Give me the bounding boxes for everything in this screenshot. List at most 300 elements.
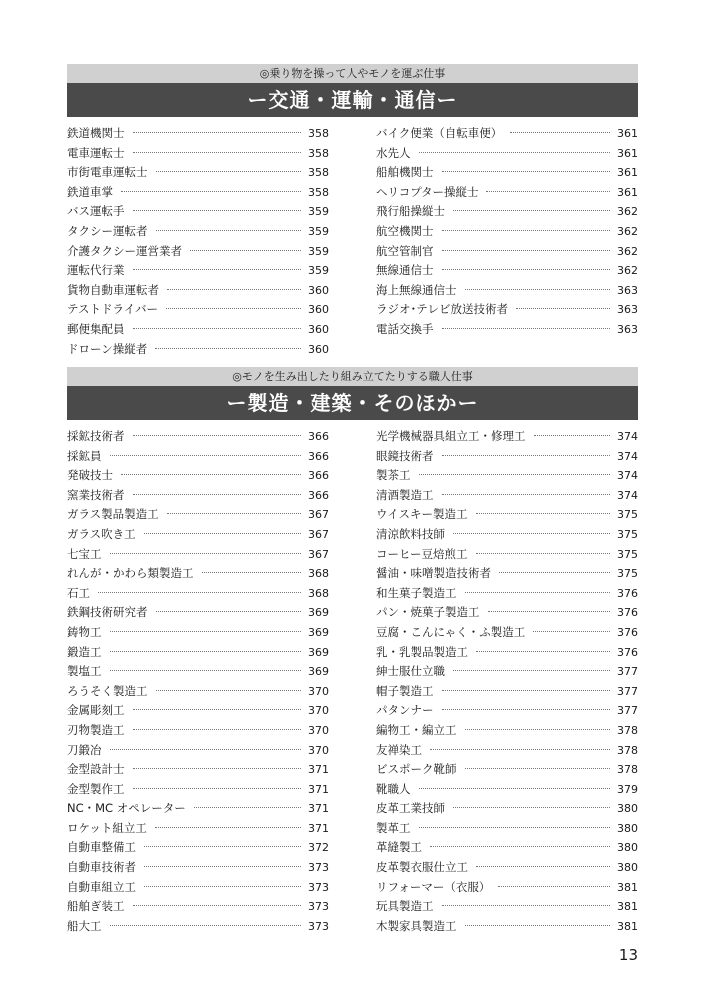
dot-leader <box>156 689 302 691</box>
toc-entry-title: ガラス製品製造工 <box>67 507 159 522</box>
dot-leader <box>476 512 610 514</box>
toc-entry <box>376 603 638 623</box>
toc-entry-page: 370 <box>308 684 329 698</box>
dot-leader <box>430 748 610 750</box>
toc-entry <box>376 242 638 262</box>
toc-entry-title: 発破技士 <box>67 468 113 483</box>
toc-entry-title: バイク便業（自転車便） <box>376 126 503 140</box>
toc-entry-title: 航空管制官 <box>376 243 434 258</box>
toc-entry-title: 自動車技術者 <box>67 860 136 875</box>
toc-entry-title: 玩具製造工 <box>376 899 434 914</box>
toc-entry <box>376 760 638 780</box>
toc-entry-title: 製塩工 <box>67 664 102 679</box>
toc-entry-title: リフォーマー（衣服） <box>376 879 491 894</box>
toc-entry-page: 371 <box>308 802 329 816</box>
dot-leader <box>194 806 301 808</box>
dot-leader <box>133 209 302 211</box>
toc-entry-page: 375 <box>617 547 638 561</box>
toc-entry <box>67 662 329 682</box>
dot-leader <box>442 689 611 691</box>
dot-leader <box>419 473 611 475</box>
dot-leader <box>156 610 302 612</box>
toc-entry-title: 製茶工 <box>376 468 411 483</box>
toc-entry-title: 刀鍛冶 <box>67 742 102 757</box>
toc-entry-title: バス運転手 <box>67 204 125 219</box>
page-number: 13 <box>618 946 638 964</box>
dot-leader <box>465 728 611 730</box>
dot-leader <box>190 249 301 251</box>
dot-leader <box>533 630 610 632</box>
section-title: ー製造・建築・そのほかー <box>67 386 638 420</box>
toc-entry-page: 376 <box>617 606 638 620</box>
toc-entry-page: 374 <box>617 488 638 502</box>
toc-entry-title: 鉄道車掌 <box>67 184 113 199</box>
toc-entry <box>67 799 329 819</box>
toc-entry <box>67 545 329 565</box>
toc-entry-title: ラジオ･テレビ放送技術者 <box>376 302 509 317</box>
toc-entry-title: パタンナー <box>376 703 434 718</box>
toc-entry-title: 編物工・編立工 <box>376 722 457 737</box>
toc-entry-page: 374 <box>617 430 638 443</box>
section-subtitle: ◎モノを生み出したり組み立てたりする職人仕事 <box>67 367 638 386</box>
dot-leader <box>110 552 302 554</box>
toc-entry-title: 七宝工 <box>67 546 102 561</box>
toc-entry <box>67 741 329 761</box>
toc-entry <box>67 183 329 203</box>
toc-entry-title: れんが・かわら類製造工 <box>67 566 194 581</box>
toc-entry-page: 379 <box>617 782 638 796</box>
toc-entry-title: 刃物製造工 <box>67 722 125 737</box>
toc-entry <box>67 300 329 320</box>
toc-entry-page: 368 <box>308 586 329 600</box>
dot-leader <box>476 552 610 554</box>
toc-entry <box>67 603 329 623</box>
toc-entry <box>376 261 638 281</box>
toc-entry-page: 362 <box>617 224 638 238</box>
toc-entry-page: 376 <box>617 586 638 600</box>
toc-entry-title: ウイスキー製造工 <box>376 507 468 522</box>
dot-leader <box>465 767 611 769</box>
toc-entry <box>376 300 638 320</box>
toc-entry-title: 金型製作工 <box>67 781 125 796</box>
toc-entry-page: 359 <box>308 205 329 219</box>
dot-leader <box>133 787 302 789</box>
toc-entry-title: 皮革製衣服仕立工 <box>376 860 468 875</box>
toc-entry <box>376 819 638 839</box>
toc-entry-page: 377 <box>617 704 638 718</box>
toc-entry <box>376 682 638 702</box>
dot-leader <box>499 571 610 573</box>
toc-entry-title: テストドライバー <box>67 302 158 317</box>
toc-entry <box>376 144 638 164</box>
toc-entry-page: 377 <box>617 665 638 679</box>
toc-entry <box>376 564 638 584</box>
toc-entry-page: 360 <box>308 322 329 336</box>
toc-entry <box>67 701 329 721</box>
toc-entry-title: ろうそく製造工 <box>67 683 148 698</box>
toc-entry-page: 372 <box>308 841 329 855</box>
toc-entry-title: 自動車整備工 <box>67 840 136 855</box>
toc-entry-title: ドローン操縦者 <box>67 341 148 356</box>
dot-leader <box>133 493 302 495</box>
toc-entry <box>376 486 638 506</box>
dot-leader <box>442 170 611 172</box>
toc-entry-title: 木製家具製造工 <box>376 918 457 933</box>
toc-entry-page: 381 <box>617 880 638 894</box>
dot-leader <box>166 307 301 309</box>
toc-entry-title: 自動車組立工 <box>67 879 136 894</box>
toc-entry <box>67 721 329 741</box>
toc-entry <box>376 466 638 486</box>
toc-entry <box>376 163 638 183</box>
toc-entry-page: 358 <box>308 127 329 140</box>
toc-entry-title: 郵便集配員 <box>67 321 125 336</box>
toc-entry <box>376 281 638 301</box>
toc-entry <box>67 320 329 340</box>
dot-leader <box>133 904 302 906</box>
toc-entry-title: 船大工 <box>67 918 102 933</box>
toc-entry-title: 豆腐・こんにゃく・ふ製造工 <box>376 624 526 639</box>
dot-leader <box>476 650 610 652</box>
toc-entry <box>67 242 329 262</box>
dot-leader <box>476 865 610 867</box>
toc-entry <box>376 320 638 340</box>
toc-entry-title: 靴職人 <box>376 781 411 796</box>
toc-entry-title: 無線通信士 <box>376 263 434 278</box>
toc-entry-title: 航空機関士 <box>376 223 434 238</box>
dot-leader <box>419 787 611 789</box>
dot-leader <box>453 806 610 808</box>
dot-leader <box>156 170 302 172</box>
dot-leader <box>442 904 611 906</box>
toc-entry-page: 366 <box>308 449 329 463</box>
toc-entry <box>67 505 329 525</box>
toc-entry-page: 375 <box>617 567 638 581</box>
toc-entry-page: 362 <box>617 244 638 258</box>
dot-leader <box>144 532 301 534</box>
toc-entry <box>376 584 638 604</box>
toc-entry-page: 374 <box>617 449 638 463</box>
toc-entry-page: 360 <box>308 283 329 297</box>
toc-entry-page: 363 <box>617 322 638 336</box>
dot-leader <box>110 650 302 652</box>
toc-entry-title: 海上無線通信士 <box>376 282 457 297</box>
toc-entry-page: 360 <box>308 342 329 356</box>
toc-entry <box>376 545 638 565</box>
toc-entry-title: 電車運転士 <box>67 145 125 160</box>
toc-entry-title: 採鉱員 <box>67 448 102 463</box>
toc-entry-title: ロケット組立工 <box>67 820 147 835</box>
dot-leader <box>202 571 302 573</box>
toc-entry-title: 鉄鋼技術研究者 <box>67 605 148 620</box>
toc-entry-title: 革縫製工 <box>376 840 422 855</box>
dot-leader <box>442 249 611 251</box>
toc-entry-title: 電話交換手 <box>376 321 434 336</box>
toc-entry-page: 381 <box>617 919 638 933</box>
toc-entry-page: 369 <box>308 606 329 620</box>
dot-leader <box>144 885 301 887</box>
toc-entry <box>376 183 638 203</box>
toc-entry-page: 359 <box>308 224 329 238</box>
toc-entry-title: ビスポーク靴師 <box>376 762 457 777</box>
toc-entry-title: 帽子製造工 <box>376 683 434 698</box>
toc-entry-page: 359 <box>308 264 329 278</box>
toc-column-right <box>376 427 638 936</box>
toc-entry <box>67 163 329 183</box>
toc-entry-page: 363 <box>617 303 638 317</box>
toc-entry-page: 370 <box>308 723 329 737</box>
dot-leader <box>133 327 302 329</box>
dot-leader <box>442 268 611 270</box>
toc-entry-title: 窯業技術者 <box>67 487 125 502</box>
dot-leader <box>110 630 302 632</box>
dot-leader <box>453 532 610 534</box>
dot-leader <box>133 268 302 270</box>
toc-entry-page: 361 <box>617 146 638 160</box>
dot-leader <box>442 229 611 231</box>
toc-entry-page: 367 <box>308 547 329 561</box>
toc-entry-page: 373 <box>308 880 329 894</box>
section-title: ー交通・運輸・通信ー <box>67 83 638 117</box>
toc-entry-title: 水先人 <box>376 145 411 160</box>
toc-entry-page: 375 <box>617 527 638 541</box>
toc-entry-page: 367 <box>308 508 329 522</box>
toc-entry <box>376 505 638 525</box>
toc-column-left <box>67 427 329 936</box>
toc-entry <box>67 897 329 917</box>
toc-entry <box>67 917 329 937</box>
dot-leader <box>133 708 302 710</box>
dot-leader <box>133 151 302 153</box>
toc-entry-page: 378 <box>617 743 638 757</box>
toc-entry <box>67 466 329 486</box>
toc-entry <box>67 643 329 663</box>
dot-leader <box>453 669 610 671</box>
toc-entry-page: 371 <box>308 782 329 796</box>
toc-entry-title: 市街電車運転士 <box>67 165 148 180</box>
dot-leader <box>498 885 610 887</box>
toc-entry-title: 和生菓子製造工 <box>376 585 457 600</box>
toc-entry-page: 362 <box>617 205 638 219</box>
dot-leader <box>453 209 610 211</box>
dot-leader <box>442 708 611 710</box>
toc-entry <box>67 780 329 800</box>
dot-leader <box>133 767 302 769</box>
dot-leader <box>486 190 610 192</box>
toc-entry <box>376 124 638 144</box>
toc-entry-page: 363 <box>617 283 638 297</box>
dot-leader <box>442 327 611 329</box>
toc-entry <box>67 564 329 584</box>
toc-entry-title: 乳・乳製品製造工 <box>376 644 468 659</box>
toc-entry-page: 375 <box>617 508 638 522</box>
dot-leader <box>121 190 301 192</box>
toc-entry-page: 369 <box>308 645 329 659</box>
toc-entry-title: 運転代行業 <box>67 263 125 278</box>
toc-entry-page: 362 <box>617 264 638 278</box>
toc-entry-title: 飛行船操縦士 <box>376 204 445 219</box>
dot-leader <box>488 610 611 612</box>
toc-entry <box>376 701 638 721</box>
dot-leader <box>144 845 301 847</box>
toc-entry <box>376 202 638 222</box>
toc-entry-page: 366 <box>308 430 329 443</box>
toc-entry-page: 374 <box>617 469 638 483</box>
toc-entry-title: 清酒製造工 <box>376 487 434 502</box>
dot-leader <box>133 728 302 730</box>
toc-entry-title: 鋳物工 <box>67 624 102 639</box>
toc-entry-page: 360 <box>308 303 329 317</box>
dot-leader <box>510 131 610 133</box>
toc-entry-title: 介護タクシー運営業者 <box>67 243 182 258</box>
toc-entry-page: 378 <box>617 723 638 737</box>
toc-entry-page: 380 <box>617 821 638 835</box>
toc-entry <box>67 525 329 545</box>
toc-entry <box>67 281 329 301</box>
toc-entry-page: 370 <box>308 743 329 757</box>
toc-entry <box>376 427 638 447</box>
toc-entry-title: 石工 <box>67 585 90 600</box>
toc-entry-page: 358 <box>308 166 329 180</box>
toc-entry <box>67 760 329 780</box>
toc-column-left <box>67 124 329 359</box>
toc-entry <box>67 261 329 281</box>
toc-entry <box>376 799 638 819</box>
toc-entry-page: 371 <box>308 821 329 835</box>
toc-entry-page: 373 <box>308 919 329 933</box>
toc-entry-title: 鍛造工 <box>67 644 102 659</box>
toc-entry-page: 380 <box>617 841 638 855</box>
dot-leader <box>155 826 301 828</box>
toc-entry <box>376 741 638 761</box>
dot-leader <box>516 307 610 309</box>
toc-entry-page: 366 <box>308 488 329 502</box>
toc-entry <box>376 623 638 643</box>
dot-leader <box>98 591 301 593</box>
toc-entry <box>67 202 329 222</box>
toc-entry <box>376 447 638 467</box>
toc-entry <box>376 525 638 545</box>
toc-entry-title: 光学機械器具組立工・修理工 <box>376 429 526 443</box>
toc-entry-title: 鉄道機関士 <box>67 126 125 140</box>
dot-leader <box>442 454 611 456</box>
dot-leader <box>442 493 611 495</box>
toc-entry <box>67 447 329 467</box>
toc-entry <box>376 897 638 917</box>
dot-leader <box>110 924 302 926</box>
section-subtitle: ◎乗り物を操って人やモノを運ぶ仕事 <box>67 64 638 83</box>
dot-leader <box>465 591 611 593</box>
toc-entry <box>67 124 329 144</box>
toc-entry-title: 採鉱技術者 <box>67 429 125 443</box>
toc-entry <box>67 584 329 604</box>
toc-entry <box>67 878 329 898</box>
toc-entry-page: 371 <box>308 763 329 777</box>
toc-entry-title: ヘリコプター操縦士 <box>376 184 479 199</box>
toc-entry-title: コーヒー豆焙煎工 <box>376 546 468 561</box>
toc-entry-page: 376 <box>617 645 638 659</box>
toc-entry-page: 373 <box>308 900 329 914</box>
toc-entry <box>376 721 638 741</box>
toc-entry-title: 紳士服仕立職 <box>376 664 445 679</box>
toc-entry <box>67 427 329 447</box>
toc-entry <box>67 144 329 164</box>
toc-entry-title: 友禅染工 <box>376 742 422 757</box>
dot-leader <box>110 669 302 671</box>
dot-leader <box>110 454 302 456</box>
toc-entry-title: タクシー運転者 <box>67 223 148 238</box>
dot-leader <box>167 512 301 514</box>
toc-entry-title: 眼鏡技術者 <box>376 448 434 463</box>
toc-entry <box>376 643 638 663</box>
toc-entry-title: ガラス吹き工 <box>67 526 136 541</box>
toc-entry <box>376 662 638 682</box>
dot-leader <box>465 924 611 926</box>
toc-entry <box>67 486 329 506</box>
dot-leader <box>156 229 302 231</box>
dot-leader <box>133 131 302 133</box>
toc-entry <box>67 340 329 360</box>
dot-leader <box>133 434 302 436</box>
toc-entry <box>67 858 329 878</box>
toc-entry-page: 361 <box>617 185 638 199</box>
toc-entry-title: 製革工 <box>376 820 411 835</box>
toc-entry-page: 361 <box>617 127 638 140</box>
toc-entry <box>376 838 638 858</box>
toc-entry-title: パン・焼菓子製造工 <box>376 605 480 620</box>
toc-entry-page: 380 <box>617 861 638 875</box>
dot-leader <box>534 434 611 436</box>
toc-entry <box>67 838 329 858</box>
toc-entry-title: 皮革工業技師 <box>376 801 445 816</box>
toc-entry-title: 貨物自動車運転者 <box>67 282 159 297</box>
toc-entry <box>67 682 329 702</box>
dot-leader <box>167 288 301 290</box>
dot-leader <box>121 473 301 475</box>
toc-entry <box>376 878 638 898</box>
toc-entry-title: 金属彫刻工 <box>67 703 125 718</box>
toc-entry-page: 376 <box>617 625 638 639</box>
toc-entry-page: 367 <box>308 527 329 541</box>
toc-entry-page: 377 <box>617 684 638 698</box>
dot-leader <box>430 845 610 847</box>
toc-entry-page: 366 <box>308 469 329 483</box>
dot-leader <box>419 826 611 828</box>
toc-entry-page: 358 <box>308 146 329 160</box>
toc-entry-page: 358 <box>308 185 329 199</box>
dot-leader <box>144 865 301 867</box>
toc-entry <box>376 222 638 242</box>
toc-entry-page: 361 <box>617 166 638 180</box>
toc-entry-page: 378 <box>617 763 638 777</box>
toc-entry-page: 368 <box>308 567 329 581</box>
dot-leader <box>465 288 611 290</box>
dot-leader <box>419 151 611 153</box>
toc-entry-title: 金型設計士 <box>67 762 125 777</box>
toc-entry-title: NC・MC オペレーター <box>67 801 186 816</box>
toc-entry-title: 醤油・味噌製造技術者 <box>376 566 491 581</box>
toc-entry <box>376 858 638 878</box>
toc-entry <box>67 819 329 839</box>
toc-entry <box>67 623 329 643</box>
toc-entry-title: 清涼飲料技師 <box>376 526 445 541</box>
toc-entry-page: 380 <box>617 802 638 816</box>
toc-entry <box>376 780 638 800</box>
toc-entry-page: 369 <box>308 625 329 639</box>
toc-entry-title: 船舶ぎ装工 <box>67 899 125 914</box>
toc-entry <box>67 222 329 242</box>
toc-entry-page: 381 <box>617 900 638 914</box>
